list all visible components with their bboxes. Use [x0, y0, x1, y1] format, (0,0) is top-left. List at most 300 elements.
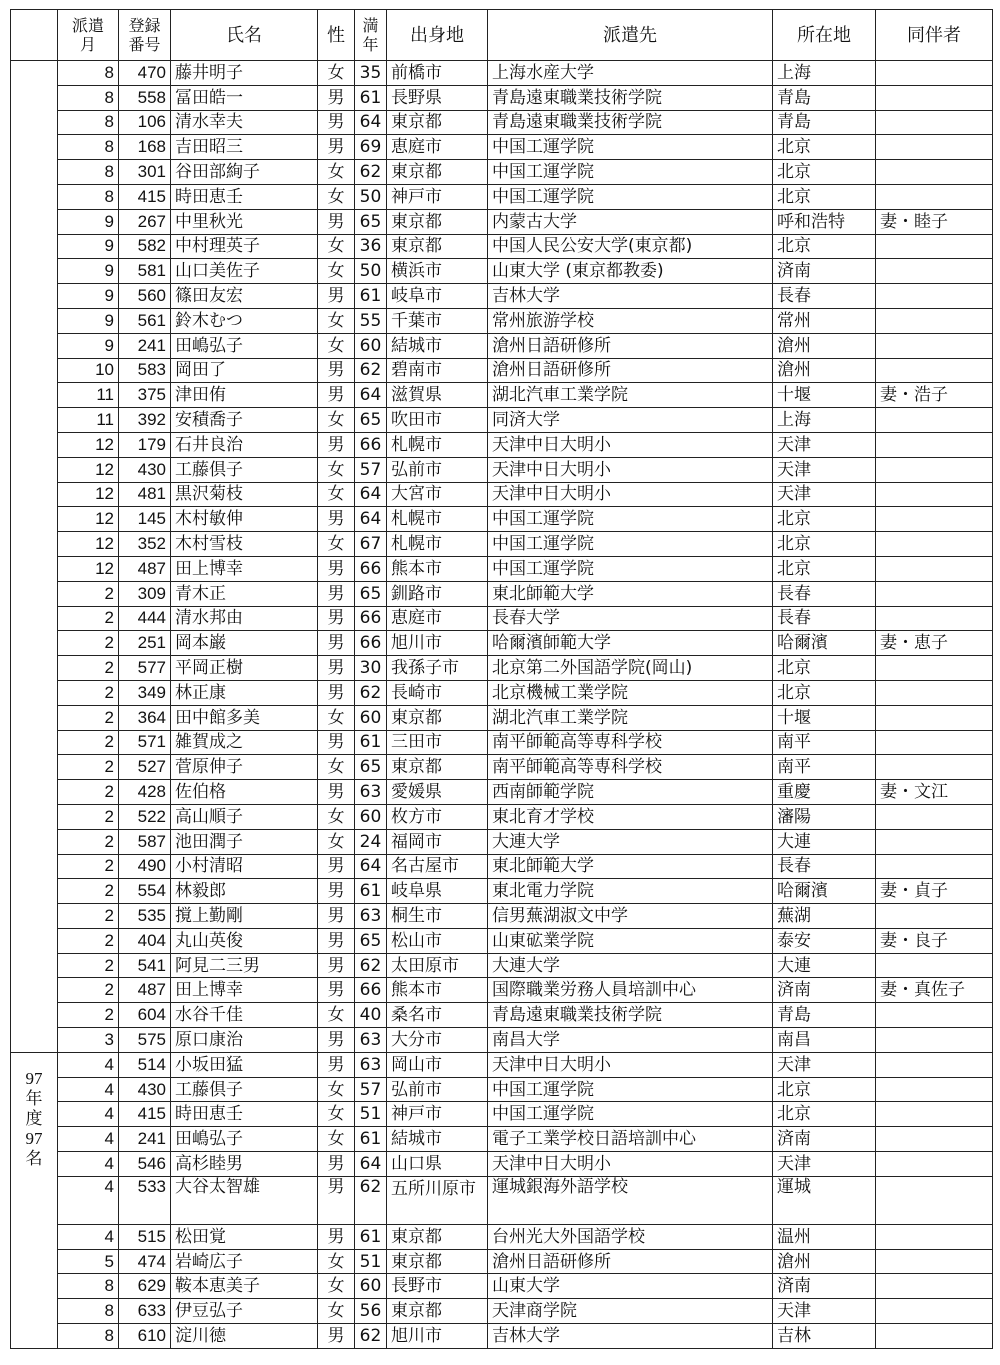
cell-age: 67 [355, 532, 387, 557]
cell-companion: 妻・恵子 [876, 631, 993, 656]
cell-age: 40 [355, 1003, 387, 1028]
cell-destination: 東北電力学院 [488, 879, 773, 904]
cell-location: 北京 [773, 234, 876, 259]
cell-sex: 女 [318, 482, 355, 507]
cell-sex: 男 [318, 680, 355, 705]
cell-destination: 吉林大学 [488, 284, 773, 309]
cell-destination: 青島遠東職業技術学院 [488, 110, 773, 135]
cell-age: 64 [355, 482, 387, 507]
cell-month: 9 [58, 259, 119, 284]
cell-sex: 女 [318, 184, 355, 209]
cell-month: 4 [58, 1224, 119, 1249]
cell-location: 北京 [773, 556, 876, 581]
cell-reg-no: 604 [119, 1003, 171, 1028]
table-row [11, 904, 993, 929]
cell-companion: 妻・睦子 [876, 209, 993, 234]
cell-age: 69 [355, 135, 387, 160]
cell-age: 60 [355, 804, 387, 829]
cell-destination: 中国工運学院 [488, 1077, 773, 1102]
table-row [11, 184, 993, 209]
cell-age: 60 [355, 705, 387, 730]
header-row [11, 10, 993, 61]
table-row [11, 1224, 993, 1249]
cell-location: 天津 [773, 482, 876, 507]
cell-companion [876, 457, 993, 482]
cell-month: 2 [58, 879, 119, 904]
cell-companion [876, 953, 993, 978]
cell-destination: 東北師範大学 [488, 854, 773, 879]
cell-sex: 男 [318, 606, 355, 631]
cell-destination: 東北師範大学 [488, 581, 773, 606]
cell-name: 高杉睦男 [171, 1152, 318, 1177]
cell-sex: 男 [318, 507, 355, 532]
header-name: 氏名 [171, 10, 318, 61]
cell-companion [876, 656, 993, 681]
cell-companion [876, 904, 993, 929]
cell-age: 51 [355, 1249, 387, 1274]
cell-destination: 天津中日大明小 [488, 457, 773, 482]
cell-reg-no: 444 [119, 606, 171, 631]
cell-destination: 電子工業学校日語培訓中心 [488, 1127, 773, 1152]
cell-reg-no: 301 [119, 160, 171, 185]
cell-reg-no: 587 [119, 829, 171, 854]
header-destination: 派遣先 [488, 10, 773, 61]
cell-location: 済南 [773, 978, 876, 1003]
cell-age: 65 [355, 928, 387, 953]
cell-reg-no: 352 [119, 532, 171, 557]
cell-sex: 男 [318, 1152, 355, 1177]
cell-origin: 神戸市 [387, 184, 488, 209]
cell-destination: 大連大学 [488, 953, 773, 978]
cell-month: 2 [58, 705, 119, 730]
cell-name: 田上博幸 [171, 978, 318, 1003]
cell-location: 青島 [773, 85, 876, 110]
cell-origin: 吹田市 [387, 408, 488, 433]
cell-name: 高山順子 [171, 804, 318, 829]
cell-companion [876, 1224, 993, 1249]
cell-age: 63 [355, 904, 387, 929]
cell-destination: 中国工運学院 [488, 507, 773, 532]
cell-sex: 女 [318, 1003, 355, 1028]
cell-month: 4 [58, 1176, 119, 1224]
cell-origin: 大分市 [387, 1028, 488, 1053]
cell-origin: 長野市 [387, 1274, 488, 1299]
cell-name: 佐伯格 [171, 780, 318, 805]
cell-month: 4 [58, 1102, 119, 1127]
cell-location: 北京 [773, 532, 876, 557]
cell-name: 雑賀成之 [171, 730, 318, 755]
cell-age: 64 [355, 383, 387, 408]
cell-age: 57 [355, 1077, 387, 1102]
cell-companion [876, 184, 993, 209]
header-location: 所在地 [773, 10, 876, 61]
cell-sex: 女 [318, 1102, 355, 1127]
cell-destination: 運城銀海外語学校 [488, 1176, 773, 1224]
cell-month: 2 [58, 581, 119, 606]
cell-name: 石井良治 [171, 432, 318, 457]
side-label-char: 97 [25, 1068, 43, 1088]
cell-age: 61 [355, 879, 387, 904]
cell-origin: 桐生市 [387, 904, 488, 929]
cell-companion [876, 308, 993, 333]
cell-month: 8 [58, 160, 119, 185]
cell-companion [876, 110, 993, 135]
cell-reg-no: 364 [119, 705, 171, 730]
cell-month: 8 [58, 1324, 119, 1349]
cell-reg-no: 490 [119, 854, 171, 879]
cell-month: 4 [58, 1052, 119, 1077]
cell-destination: 中国工運学院 [488, 1102, 773, 1127]
cell-location: 重慶 [773, 780, 876, 805]
cell-companion [876, 730, 993, 755]
cell-companion [876, 581, 993, 606]
cell-location: 青島 [773, 1003, 876, 1028]
cell-origin: 東京都 [387, 755, 488, 780]
cell-destination: 中国工運学院 [488, 556, 773, 581]
cell-origin: 松山市 [387, 928, 488, 953]
cell-sex: 女 [318, 705, 355, 730]
cell-month: 12 [58, 507, 119, 532]
cell-reg-no: 527 [119, 755, 171, 780]
cell-name: 岡本巌 [171, 631, 318, 656]
cell-month: 12 [58, 532, 119, 557]
cell-age: 56 [355, 1299, 387, 1324]
cell-companion [876, 61, 993, 86]
cell-reg-no: 349 [119, 680, 171, 705]
cell-companion [876, 85, 993, 110]
cell-companion [876, 1324, 993, 1349]
cell-reg-no: 481 [119, 482, 171, 507]
side-label-upper [11, 61, 58, 1053]
cell-companion [876, 1176, 993, 1224]
cell-sex: 女 [318, 333, 355, 358]
cell-reg-no: 145 [119, 507, 171, 532]
cell-name: 篠田友宏 [171, 284, 318, 309]
cell-age: 64 [355, 1152, 387, 1177]
cell-origin: 東京都 [387, 209, 488, 234]
cell-month: 2 [58, 804, 119, 829]
cell-age: 24 [355, 829, 387, 854]
cell-destination: 東北育才学校 [488, 804, 773, 829]
cell-reg-no: 577 [119, 656, 171, 681]
cell-reg-no: 583 [119, 358, 171, 383]
cell-sex: 女 [318, 1127, 355, 1152]
cell-origin: 東京都 [387, 1224, 488, 1249]
cell-reg-no: 251 [119, 631, 171, 656]
cell-destination: 吉林大学 [488, 1324, 773, 1349]
cell-sex: 男 [318, 85, 355, 110]
cell-age: 61 [355, 1224, 387, 1249]
cell-sex: 男 [318, 1224, 355, 1249]
cell-location: 北京 [773, 1102, 876, 1127]
cell-destination: 国際職業労務人員培訓中心 [488, 978, 773, 1003]
cell-location: 瀋陽 [773, 804, 876, 829]
table-row [11, 160, 993, 185]
cell-month: 12 [58, 457, 119, 482]
cell-name: 岡田了 [171, 358, 318, 383]
cell-sex: 男 [318, 358, 355, 383]
table-row [11, 284, 993, 309]
table-row [11, 308, 993, 333]
cell-age: 36 [355, 234, 387, 259]
cell-origin: 三田市 [387, 730, 488, 755]
cell-sex: 女 [318, 61, 355, 86]
cell-companion [876, 432, 993, 457]
cell-name: 林毅郎 [171, 879, 318, 904]
cell-location: 哈爾濱 [773, 879, 876, 904]
cell-location: 天津 [773, 457, 876, 482]
table-row [11, 631, 993, 656]
cell-month: 2 [58, 854, 119, 879]
cell-name: 丸山英俊 [171, 928, 318, 953]
cell-month: 2 [58, 656, 119, 681]
cell-location: 泰安 [773, 928, 876, 953]
cell-origin: 恵庭市 [387, 135, 488, 160]
cell-reg-no: 106 [119, 110, 171, 135]
cell-reg-no: 541 [119, 953, 171, 978]
cell-month: 11 [58, 408, 119, 433]
cell-destination: 中国人民公安大学(東京都) [488, 234, 773, 259]
cell-age: 61 [355, 85, 387, 110]
cell-sex: 男 [318, 730, 355, 755]
cell-companion [876, 1127, 993, 1152]
cell-age: 61 [355, 1127, 387, 1152]
cell-companion [876, 284, 993, 309]
cell-companion [876, 358, 993, 383]
cell-month: 2 [58, 730, 119, 755]
cell-sex: 女 [318, 1249, 355, 1274]
cell-sex: 女 [318, 457, 355, 482]
cell-name: 原口康治 [171, 1028, 318, 1053]
cell-companion [876, 680, 993, 705]
header-origin: 出身地 [387, 10, 488, 61]
cell-name: 冨田皓一 [171, 85, 318, 110]
cell-companion [876, 1102, 993, 1127]
cell-companion: 妻・文江 [876, 780, 993, 805]
cell-sex: 男 [318, 209, 355, 234]
cell-companion [876, 1299, 993, 1324]
cell-location: 済南 [773, 1127, 876, 1152]
cell-destination: 西南師範学院 [488, 780, 773, 805]
cell-name: 淀川徳 [171, 1324, 318, 1349]
header-age: 満 年 [355, 10, 387, 61]
table-row [11, 383, 993, 408]
table-row [11, 1052, 993, 1077]
cell-reg-no: 415 [119, 1102, 171, 1127]
cell-companion: 妻・真佐子 [876, 978, 993, 1003]
cell-companion [876, 135, 993, 160]
cell-month: 9 [58, 234, 119, 259]
cell-origin: 熊本市 [387, 556, 488, 581]
cell-reg-no: 415 [119, 184, 171, 209]
cell-destination: 天津中日大明小 [488, 432, 773, 457]
cell-location: 蕪湖 [773, 904, 876, 929]
cell-origin: 大宮市 [387, 482, 488, 507]
cell-age: 66 [355, 631, 387, 656]
cell-location: 南平 [773, 755, 876, 780]
cell-origin: 弘前市 [387, 457, 488, 482]
cell-reg-no: 633 [119, 1299, 171, 1324]
side-label-char: 度 [25, 1108, 43, 1128]
cell-name: 撹上勤剛 [171, 904, 318, 929]
cell-reg-no: 582 [119, 234, 171, 259]
cell-origin: 桑名市 [387, 1003, 488, 1028]
side-label-char: 97 [25, 1128, 43, 1148]
cell-sex: 女 [318, 234, 355, 259]
cell-reg-no: 515 [119, 1224, 171, 1249]
cell-location: 北京 [773, 1077, 876, 1102]
cell-name: 谷田部絢子 [171, 160, 318, 185]
cell-age: 66 [355, 606, 387, 631]
cell-sex: 女 [318, 160, 355, 185]
table-row [11, 333, 993, 358]
cell-age: 65 [355, 755, 387, 780]
cell-destination: 天津中日大明小 [488, 1052, 773, 1077]
table-row [11, 209, 993, 234]
cell-age: 62 [355, 358, 387, 383]
cell-origin: 枚方市 [387, 804, 488, 829]
cell-month: 4 [58, 1127, 119, 1152]
cell-location: 北京 [773, 184, 876, 209]
table-row [11, 556, 993, 581]
table-row [11, 755, 993, 780]
cell-reg-no: 430 [119, 457, 171, 482]
cell-month: 8 [58, 61, 119, 86]
cell-companion [876, 829, 993, 854]
cell-companion [876, 1052, 993, 1077]
cell-name: 田上博幸 [171, 556, 318, 581]
cell-name: 中村理英子 [171, 234, 318, 259]
cell-companion [876, 606, 993, 631]
table-row [11, 606, 993, 631]
cell-name: 岩崎広子 [171, 1249, 318, 1274]
cell-destination: 上海水産大学 [488, 61, 773, 86]
cell-origin: 札幌市 [387, 532, 488, 557]
cell-name: 平岡正樹 [171, 656, 318, 681]
table-body [11, 61, 993, 1349]
cell-destination: 信男蕪湖淑文中学 [488, 904, 773, 929]
cell-companion [876, 1274, 993, 1299]
cell-month: 2 [58, 680, 119, 705]
cell-location: 北京 [773, 507, 876, 532]
cell-month: 8 [58, 85, 119, 110]
cell-name: 木村敏伸 [171, 507, 318, 532]
cell-month: 12 [58, 482, 119, 507]
cell-location: 北京 [773, 135, 876, 160]
cell-location: 上海 [773, 61, 876, 86]
cell-origin: 東京都 [387, 234, 488, 259]
cell-name: 菅原伸子 [171, 755, 318, 780]
cell-companion [876, 556, 993, 581]
cell-age: 64 [355, 110, 387, 135]
cell-sex: 男 [318, 383, 355, 408]
cell-age: 62 [355, 953, 387, 978]
cell-reg-no: 168 [119, 135, 171, 160]
cell-origin: 長崎市 [387, 680, 488, 705]
table-row [11, 780, 993, 805]
cell-sex: 男 [318, 1176, 355, 1224]
cell-reg-no: 179 [119, 432, 171, 457]
cell-origin: 東京都 [387, 705, 488, 730]
cell-age: 64 [355, 854, 387, 879]
cell-origin: 東京都 [387, 1249, 488, 1274]
cell-sex: 女 [318, 532, 355, 557]
cell-month: 9 [58, 209, 119, 234]
table-row [11, 482, 993, 507]
cell-location: 大連 [773, 829, 876, 854]
cell-location: 常州 [773, 308, 876, 333]
cell-location: 南平 [773, 730, 876, 755]
cell-age: 61 [355, 284, 387, 309]
cell-location: 天津 [773, 432, 876, 457]
cell-origin: 岡山市 [387, 1052, 488, 1077]
cell-companion [876, 1077, 993, 1102]
cell-destination: 山東砿業学院 [488, 928, 773, 953]
table-row [11, 234, 993, 259]
header-corner [11, 10, 58, 61]
side-label-char: 年 [25, 1088, 43, 1108]
cell-origin: 熊本市 [387, 978, 488, 1003]
cell-name: 大谷太智雄 [171, 1176, 318, 1224]
cell-location: 滄州 [773, 333, 876, 358]
table-row [11, 1176, 993, 1224]
cell-sex: 男 [318, 1052, 355, 1077]
cell-month: 9 [58, 284, 119, 309]
dispatch-table [10, 9, 993, 1349]
cell-destination: 滄州日語研修所 [488, 358, 773, 383]
cell-companion [876, 333, 993, 358]
header-sex: 性 [318, 10, 355, 61]
cell-name: 津田侑 [171, 383, 318, 408]
cell-companion [876, 854, 993, 879]
cell-name: 工藤倶子 [171, 1077, 318, 1102]
cell-name: 鈴木むつ [171, 308, 318, 333]
header-companion: 同伴者 [876, 10, 993, 61]
cell-location: 北京 [773, 656, 876, 681]
cell-destination: 中国工運学院 [488, 135, 773, 160]
cell-location: 済南 [773, 259, 876, 284]
cell-month: 8 [58, 1274, 119, 1299]
table-row [11, 804, 993, 829]
cell-destination: 南平師範高等専科学校 [488, 755, 773, 780]
cell-destination: 中国工運学院 [488, 184, 773, 209]
cell-sex: 男 [318, 780, 355, 805]
cell-sex: 男 [318, 556, 355, 581]
cell-destination: 北京機械工業学院 [488, 680, 773, 705]
header-reg-no: 登録 番号 [119, 10, 171, 61]
table-row [11, 730, 993, 755]
cell-name: 小坂田猛 [171, 1052, 318, 1077]
cell-age: 63 [355, 1028, 387, 1053]
cell-destination: 滄州日語研修所 [488, 333, 773, 358]
cell-reg-no: 392 [119, 408, 171, 433]
cell-name: 田嶋弘子 [171, 333, 318, 358]
cell-reg-no: 241 [119, 1127, 171, 1152]
cell-companion [876, 234, 993, 259]
cell-name: 小村清昭 [171, 854, 318, 879]
cell-age: 35 [355, 61, 387, 86]
cell-reg-no: 428 [119, 780, 171, 805]
side-label-lower [11, 1052, 58, 1348]
cell-name: 中里秋光 [171, 209, 318, 234]
cell-reg-no: 404 [119, 928, 171, 953]
cell-location: 長春 [773, 854, 876, 879]
cell-month: 5 [58, 1249, 119, 1274]
cell-name: 鞍本恵美子 [171, 1274, 318, 1299]
cell-reg-no: 514 [119, 1052, 171, 1077]
table-row [11, 61, 993, 86]
table-row [11, 1028, 993, 1053]
